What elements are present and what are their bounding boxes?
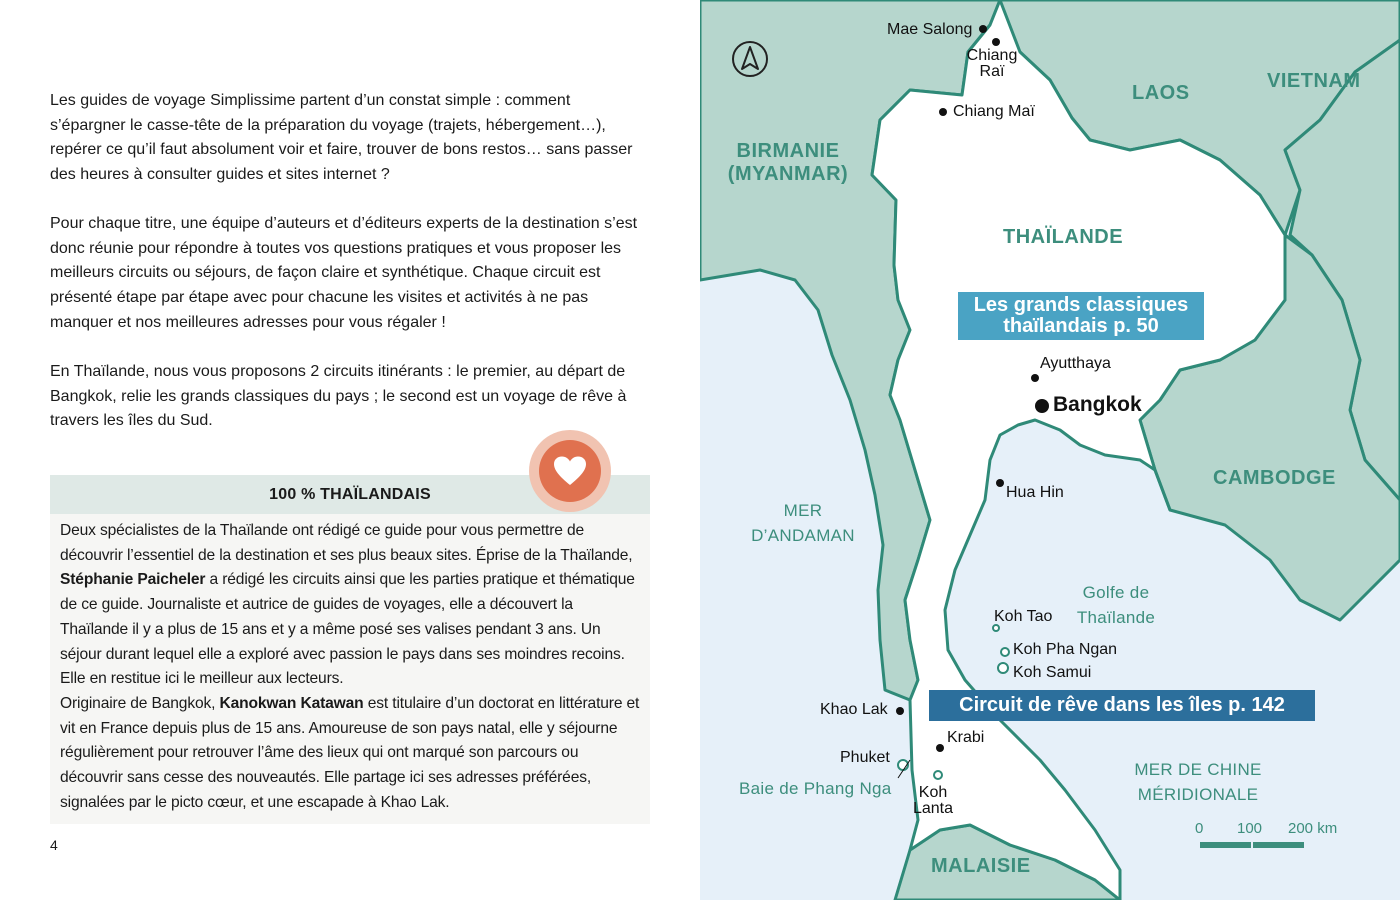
city-label-koh-samui: Koh Samui [1013,664,1092,681]
authors-text-1: Deux spécialistes de la Thaïlande ont rédigé ce guide pour vous permettre de découvrir l’essentiel de la destination et ses plus beaux sites. Éprise de la Thaïlande, [60,522,633,564]
intro-paragraph-3: En Thaïlande, nous vous proposons 2 circuits itinérants : le premier, au départ de Bangkok, relie les grands classiques du pays ; le second est un voyage de rêve à travers les îles du Sud. [50,363,627,430]
city-dot-ayutthaya [1031,374,1039,382]
thailand-map [700,0,1400,900]
author-name-1: Stéphanie Paicheler [60,571,206,589]
city-dot-bangkok [1035,399,1049,413]
sea-label-phang-nga: Baie de Phang Nga [739,779,892,798]
scale-label-zero: 0 [1195,820,1204,837]
city-label-koh-pha-ngan: Koh Pha Ngan [1013,641,1118,658]
sea-label-golfe-text: Golfe de Thaïlande [1076,583,1156,627]
country-label-laos: LAOS [1132,82,1190,104]
scale-label-end: 200 km [1288,820,1338,837]
city-label-phuket: Phuket [840,749,890,766]
city-label-krabi: Krabi [947,729,985,746]
sea-label-chine [1128,757,1268,807]
city-label-koh-tao: Koh Tao [994,608,1053,625]
page-number: 4 [50,837,58,853]
map-page [700,0,1400,900]
route-label-grands-classiques: Les grands classiques thaïlandais p. 50 [958,292,1204,340]
city-label-chiang-mai: Chiang Maï [953,103,1035,120]
sea-label-golfe [1072,580,1160,630]
intro-paragraph-2: Pour chaque titre, une équipe d’auteurs et d’éditeurs experts de la destination s’est donc réunie pour répondre à toutes vos questions pratiques et vous proposer les meilleurs circuits ou séjours, de façon claire et synthétique. Chaque circuit est présenté étape par étape avec pour chacune les visites et activités à ne pas manquer et nos meilleures adresses pour vous régaler ! [50,215,638,331]
city-dot-khao-lak [896,707,904,715]
author-name-2: Kanokwan Katawan [219,694,364,712]
city-dot-krabi [936,744,944,752]
city-dot-hua-hin [996,479,1004,487]
country-label-birmanie [718,140,858,186]
country-label-cambodge: CAMBODGE [1213,467,1336,489]
island-koh-samui [998,663,1008,673]
city-label-mae-salong: Mae Salong [887,21,973,38]
city-label-ayutthaya: Ayutthaya [1040,355,1111,372]
heart-icon [539,440,601,502]
authors-box-text [60,519,642,815]
island-koh-pha-ngan [1001,648,1009,656]
route-label-circuit-iles: Circuit de rêve dans les îles p. 142 [929,690,1315,721]
authors-box-title: 100 % THAÏLANDAIS [50,475,650,514]
city-label-khao-lak: Khao Lak [820,701,888,718]
authors-text-3: Originaire de Bangkok, [60,694,220,712]
scale-label-mid: 100 [1237,820,1263,837]
authors-text-2: a rédigé les circuits ainsi que les parties pratique et thématique de ce guide. Journaliste et autrice de guides de voyages, elle a découvert la Thaïlande il y a plus de 15 ans et y a même posé ses valises pendant 3 ans. Un séjour durant lequel elle a exploré avec passion le pays dans ses moindres recoins. Elle en restitue ici le meilleur aux lecteurs. [60,571,635,688]
city-label-koh-lanta: Koh Lanta [912,784,954,817]
city-label-bangkok: Bangkok [1053,393,1142,416]
city-label-hua-hin: Hua Hin [1006,484,1064,501]
intro-paragraph-1: Les guides de voyage Simplissime partent d’un constat simple : comment s’épargner le casse-tête de la préparation du voyage (trajets, hébergement…), repérer ce qu’il faut absolument voir et faire, trouver de bons restos… sans passer des heures à consulter guides et sites internet ? [50,92,633,184]
sea-label-andaman-text: MER D’ANDAMAN [751,501,855,545]
country-label-vietnam: VIETNAM [1267,70,1361,92]
country-label-thailande: THAÏLANDE [1003,226,1124,248]
island-koh-tao [993,625,999,631]
city-dot-chiang-rai [992,38,1000,46]
north-arrow-icon [731,40,769,78]
scale-bar-segment-1 [1200,842,1251,848]
sea-label-chine-text: MER DE CHINE MÉRIDIONALE [1134,760,1262,804]
country-label-malaisie: MALAISIE [931,855,1031,877]
sea-label-andaman [744,498,862,548]
island-koh-lanta [934,771,942,779]
authors-text-4: est titulaire d’un doctorat en littérature et vit en France depuis plus de 15 ans. Amoureuse de son pays natal, elle y séjourne régulièrement pour retrouver l’âme des lieux qui ont marqué son parcours ou découvrir sans cesse des nouveautés. Elle partage ici ses adresses préférées, signalées par le picto cœur, et une escapade à Khao Lak. [60,694,640,811]
scale-bar-segment-2 [1253,842,1304,848]
city-dot-mae-salong [979,25,987,33]
country-label-birmanie-text: BIRMANIE (MYANMAR) [727,140,849,185]
city-dot-chiang-mai [939,108,947,116]
city-label-chiang-rai: Chiang Raï [966,47,1018,80]
heart-badge [529,430,611,512]
